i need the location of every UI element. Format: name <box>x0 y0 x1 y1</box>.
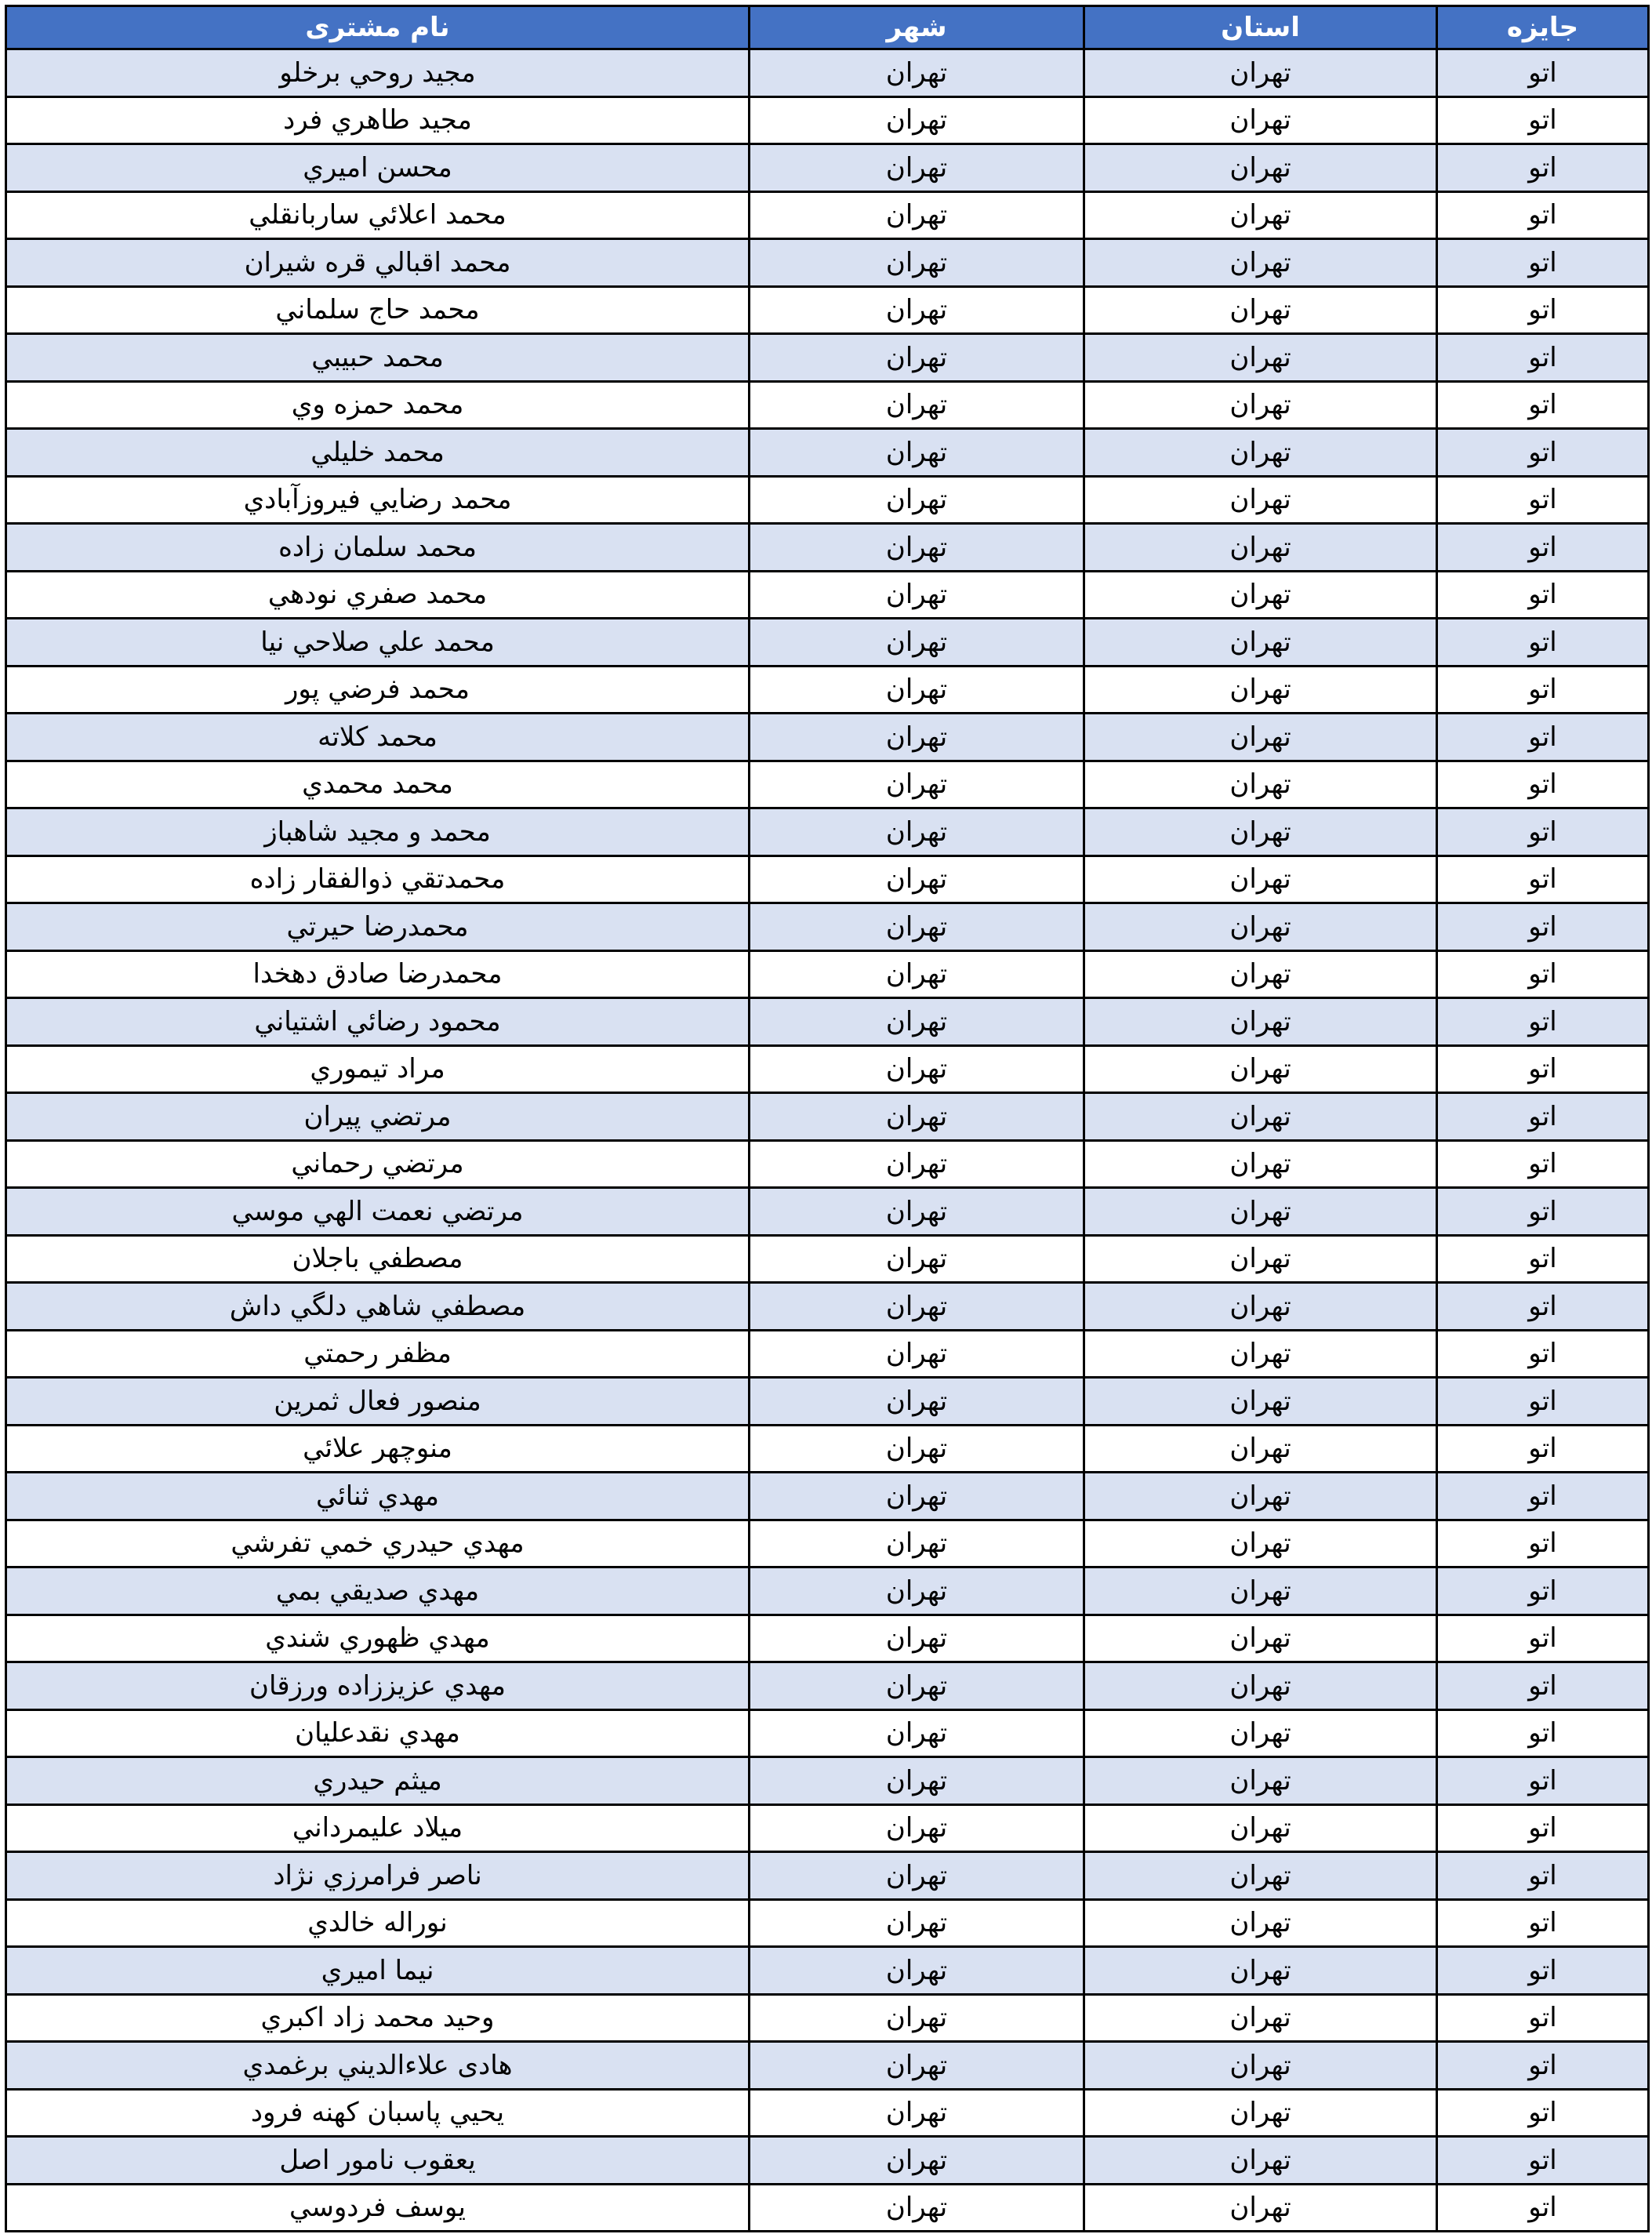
cell-prize[interactable]: اتو <box>1437 2042 1649 2090</box>
cell-province[interactable]: تهران <box>1084 1899 1437 1947</box>
cell-prize[interactable]: اتو <box>1437 1994 1649 2042</box>
cell-province[interactable]: تهران <box>1084 1709 1437 1757</box>
cell-customer-name[interactable]: مهدي ثنائي <box>6 1473 750 1520</box>
table-row <box>6 476 1649 524</box>
cell-customer-name[interactable]: نوراله خالدي <box>6 1899 750 1947</box>
table-row <box>6 1188 1649 1236</box>
table-row <box>6 1615 1649 1662</box>
cell-customer-name[interactable]: نيما اميري <box>6 1947 750 1995</box>
table-row <box>6 714 1649 761</box>
cell-city[interactable]: تهران <box>750 666 1084 714</box>
cell-customer-name[interactable]: محمود رضائي اشتياني <box>6 998 750 1046</box>
cell-customer-name[interactable]: يحيي پاسبان كهنه فرود <box>6 2089 750 2137</box>
cell-customer-name[interactable]: ميلاد عليمرداني <box>6 1804 750 1852</box>
table-body <box>6 49 1649 2232</box>
cell-province[interactable]: تهران <box>1084 1378 1437 1426</box>
table-row <box>6 619 1649 667</box>
cell-customer-name[interactable]: يعقوب نامور اصل <box>6 2137 750 2185</box>
cell-prize[interactable]: اتو <box>1437 1709 1649 1757</box>
table-row <box>6 1093 1649 1141</box>
cell-city[interactable]: تهران <box>750 619 1084 667</box>
cell-prize[interactable]: اتو <box>1437 619 1649 667</box>
cell-city[interactable]: تهران <box>750 2137 1084 2185</box>
cell-province[interactable]: تهران <box>1084 286 1437 334</box>
cell-province[interactable]: تهران <box>1084 666 1437 714</box>
table-row <box>6 1520 1649 1567</box>
cell-province[interactable]: تهران <box>1084 2137 1437 2185</box>
cell-customer-name[interactable]: محمد رضايي فيروزآبادي <box>6 476 750 524</box>
cell-province[interactable]: تهران <box>1084 1757 1437 1805</box>
cell-province[interactable]: تهران <box>1084 1235 1437 1283</box>
cell-city[interactable]: تهران <box>750 1140 1084 1188</box>
cell-customer-name[interactable]: محمد خليلي <box>6 429 750 477</box>
cell-prize[interactable]: اتو <box>1437 808 1649 856</box>
cell-city[interactable]: تهران <box>750 429 1084 477</box>
cell-province[interactable]: تهران <box>1084 144 1437 192</box>
table-row <box>6 1852 1649 1900</box>
cell-province[interactable]: تهران <box>1084 381 1437 429</box>
cell-customer-name[interactable]: هادی علاءالديني برغمدي <box>6 2042 750 2090</box>
cell-city[interactable]: تهران <box>750 808 1084 856</box>
cell-prize[interactable]: اتو <box>1437 1045 1649 1093</box>
cell-prize[interactable]: اتو <box>1437 855 1649 903</box>
cell-customer-name[interactable]: محمدرضا صادق دهخدا <box>6 950 750 998</box>
cell-province[interactable]: تهران <box>1084 429 1437 477</box>
table-row <box>6 1378 1649 1426</box>
table-row <box>6 1235 1649 1283</box>
cell-prize[interactable]: اتو <box>1437 1947 1649 1995</box>
header-province[interactable]: استان <box>1084 6 1437 49</box>
cell-prize[interactable]: اتو <box>1437 1235 1649 1283</box>
cell-prize[interactable]: اتو <box>1437 429 1649 477</box>
cell-city[interactable]: تهران <box>750 381 1084 429</box>
cell-city[interactable]: تهران <box>750 571 1084 619</box>
cell-customer-name[interactable]: منصور فعال ثمرين <box>6 1378 750 1426</box>
cell-prize[interactable]: اتو <box>1437 571 1649 619</box>
cell-customer-name[interactable]: محمد اعلائي ساربانقلي <box>6 191 750 239</box>
table-row <box>6 96 1649 144</box>
cell-customer-name[interactable]: ناصر فرامرزي نژاد <box>6 1852 750 1900</box>
cell-province[interactable]: تهران <box>1084 191 1437 239</box>
cell-customer-name[interactable]: مرتضي رحماني <box>6 1140 750 1188</box>
cell-city[interactable]: تهران <box>750 1283 1084 1331</box>
cell-customer-name[interactable]: منوچهر علائي <box>6 1425 750 1473</box>
cell-customer-name[interactable]: محمد علي صلاحي نيا <box>6 619 750 667</box>
cell-city[interactable]: تهران <box>750 1994 1084 2042</box>
cell-customer-name[interactable]: مصطفي باجلان <box>6 1235 750 1283</box>
cell-city[interactable]: تهران <box>750 1947 1084 1995</box>
cell-prize[interactable]: اتو <box>1437 1378 1649 1426</box>
cell-customer-name[interactable]: مرتضي نعمت الهي موسي <box>6 1188 750 1236</box>
cell-province[interactable]: تهران <box>1084 998 1437 1046</box>
cell-province[interactable]: تهران <box>1084 619 1437 667</box>
table-row <box>6 524 1649 572</box>
table-row <box>6 144 1649 192</box>
header-city[interactable]: شهر <box>750 6 1084 49</box>
table-row <box>6 1425 1649 1473</box>
cell-city[interactable]: تهران <box>750 1425 1084 1473</box>
table-row <box>6 239 1649 287</box>
cell-city[interactable]: تهران <box>750 1757 1084 1805</box>
cell-province[interactable]: تهران <box>1084 1283 1437 1331</box>
cell-prize[interactable]: اتو <box>1437 1757 1649 1805</box>
cell-customer-name[interactable]: مهدي نقدعليان <box>6 1709 750 1757</box>
table-row <box>6 1947 1649 1995</box>
table-row <box>6 1662 1649 1710</box>
spreadsheet-view <box>5 5 1647 2229</box>
table-row <box>6 855 1649 903</box>
cell-city[interactable]: تهران <box>750 950 1084 998</box>
cell-city[interactable]: تهران <box>750 1045 1084 1093</box>
cell-customer-name[interactable]: مصطفي شاهي دلگي داش <box>6 1283 750 1331</box>
cell-province[interactable]: تهران <box>1084 524 1437 572</box>
header-prize[interactable]: جایزه <box>1437 6 1649 49</box>
cell-province[interactable]: تهران <box>1084 96 1437 144</box>
table-header <box>6 6 1649 49</box>
cell-prize[interactable]: اتو <box>1437 1093 1649 1141</box>
cell-city[interactable]: تهران <box>750 1567 1084 1615</box>
cell-prize[interactable]: اتو <box>1437 1899 1649 1947</box>
cell-city[interactable]: تهران <box>750 144 1084 192</box>
cell-prize[interactable]: اتو <box>1437 2137 1649 2185</box>
cell-prize[interactable]: اتو <box>1437 1283 1649 1331</box>
cell-province[interactable]: تهران <box>1084 1330 1437 1378</box>
cell-city[interactable]: تهران <box>750 1330 1084 1378</box>
cell-customer-name[interactable]: مجيد طاهري فرد <box>6 96 750 144</box>
cell-customer-name[interactable]: مظفر رحمتي <box>6 1330 750 1378</box>
cell-province[interactable]: تهران <box>1084 1045 1437 1093</box>
table-row <box>6 429 1649 477</box>
cell-prize[interactable]: اتو <box>1437 761 1649 808</box>
cell-customer-name[interactable]: مهدي ظهوري شندي <box>6 1615 750 1662</box>
cell-customer-name[interactable]: محمدتقي ذوالفقار زاده <box>6 855 750 903</box>
cell-customer-name[interactable]: محسن اميري <box>6 144 750 192</box>
cell-province[interactable]: تهران <box>1084 1662 1437 1710</box>
cell-customer-name[interactable]: محمد و مجيد شاهباز <box>6 808 750 856</box>
cell-city[interactable]: تهران <box>750 1615 1084 1662</box>
cell-province[interactable]: تهران <box>1084 950 1437 998</box>
cell-province[interactable]: تهران <box>1084 1425 1437 1473</box>
table-row <box>6 2089 1649 2137</box>
cell-customer-name[interactable]: محمد حمزه وي <box>6 381 750 429</box>
cell-city[interactable]: تهران <box>750 761 1084 808</box>
cell-prize[interactable]: اتو <box>1437 666 1649 714</box>
cell-province[interactable]: تهران <box>1084 49 1437 97</box>
cell-city[interactable]: تهران <box>750 1852 1084 1900</box>
cell-province[interactable]: تهران <box>1084 239 1437 287</box>
table-row <box>6 1140 1649 1188</box>
cell-customer-name[interactable]: محمد حاج سلماني <box>6 286 750 334</box>
cell-city[interactable]: تهران <box>750 998 1084 1046</box>
cell-city[interactable]: تهران <box>750 2089 1084 2137</box>
cell-prize[interactable]: اتو <box>1437 2184 1649 2232</box>
cell-city[interactable]: تهران <box>750 1473 1084 1520</box>
header-customer-name[interactable]: نام مشتری <box>6 6 750 49</box>
cell-city[interactable]: تهران <box>750 855 1084 903</box>
header-row <box>6 6 1649 49</box>
cell-prize[interactable]: اتو <box>1437 239 1649 287</box>
cell-customer-name[interactable]: وحيد محمد زاد اكبري <box>6 1994 750 2042</box>
table-row <box>6 950 1649 998</box>
table-row <box>6 191 1649 239</box>
cell-city[interactable]: تهران <box>750 334 1084 382</box>
table-row <box>6 2184 1649 2232</box>
cell-prize[interactable]: اتو <box>1437 191 1649 239</box>
table-row <box>6 1567 1649 1615</box>
table-row <box>6 1757 1649 1805</box>
cell-prize[interactable]: اتو <box>1437 1140 1649 1188</box>
table-row <box>6 1709 1649 1757</box>
cell-prize[interactable]: اتو <box>1437 1567 1649 1615</box>
cell-city[interactable]: تهران <box>750 2042 1084 2090</box>
table-row <box>6 571 1649 619</box>
cell-city[interactable]: تهران <box>750 1378 1084 1426</box>
cell-city[interactable]: تهران <box>750 1709 1084 1757</box>
cell-prize[interactable]: اتو <box>1437 903 1649 951</box>
cell-city[interactable]: تهران <box>750 191 1084 239</box>
cell-prize[interactable]: اتو <box>1437 144 1649 192</box>
cell-prize[interactable]: اتو <box>1437 1425 1649 1473</box>
cell-prize[interactable]: اتو <box>1437 381 1649 429</box>
cell-city[interactable]: تهران <box>750 96 1084 144</box>
table-row <box>6 808 1649 856</box>
cell-customer-name[interactable]: يوسف فردوسي <box>6 2184 750 2232</box>
cell-prize[interactable]: اتو <box>1437 524 1649 572</box>
cell-province[interactable]: تهران <box>1084 1188 1437 1236</box>
cell-city[interactable]: تهران <box>750 1093 1084 1141</box>
table-row <box>6 998 1649 1046</box>
cell-customer-name[interactable]: محمدرضا حيرتي <box>6 903 750 951</box>
cell-prize[interactable]: اتو <box>1437 714 1649 761</box>
table-row <box>6 1330 1649 1378</box>
table-row <box>6 1804 1649 1852</box>
cell-province[interactable]: تهران <box>1084 1093 1437 1141</box>
table-row <box>6 1994 1649 2042</box>
cell-prize[interactable]: اتو <box>1437 49 1649 97</box>
cell-customer-name[interactable]: محمد صفري نودهي <box>6 571 750 619</box>
cell-province[interactable]: تهران <box>1084 855 1437 903</box>
cell-prize[interactable]: اتو <box>1437 1473 1649 1520</box>
cell-city[interactable]: تهران <box>750 1899 1084 1947</box>
cell-province[interactable]: تهران <box>1084 903 1437 951</box>
cell-province[interactable]: تهران <box>1084 761 1437 808</box>
cell-customer-name[interactable]: مجيد روحي برخلو <box>6 49 750 97</box>
cell-city[interactable]: تهران <box>750 286 1084 334</box>
table-row <box>6 761 1649 808</box>
cell-province[interactable]: تهران <box>1084 1615 1437 1662</box>
cell-city[interactable]: تهران <box>750 1804 1084 1852</box>
table-row <box>6 666 1649 714</box>
cell-customer-name[interactable]: مهدي حيدري خمي تفرشي <box>6 1520 750 1567</box>
cell-prize[interactable]: اتو <box>1437 1330 1649 1378</box>
cell-customer-name[interactable]: محمد فرضي پور <box>6 666 750 714</box>
cell-customer-name[interactable]: مهدي صديقي بمي <box>6 1567 750 1615</box>
cell-customer-name[interactable]: ميثم حيدري <box>6 1757 750 1805</box>
cell-customer-name[interactable]: محمد كلاته <box>6 714 750 761</box>
cell-customer-name[interactable]: مهدي عزيززاده ورزقان <box>6 1662 750 1710</box>
cell-customer-name[interactable]: محمد محمدي <box>6 761 750 808</box>
cell-province[interactable]: تهران <box>1084 571 1437 619</box>
cell-province[interactable]: تهران <box>1084 808 1437 856</box>
cell-province[interactable]: تهران <box>1084 1852 1437 1900</box>
table-row <box>6 1045 1649 1093</box>
cell-customer-name[interactable]: مرتضي پيران <box>6 1093 750 1141</box>
cell-city[interactable]: تهران <box>750 903 1084 951</box>
table-row <box>6 381 1649 429</box>
table-row <box>6 1473 1649 1520</box>
cell-customer-name[interactable]: محمد اقبالي قره شيران <box>6 239 750 287</box>
cell-city[interactable]: تهران <box>750 2184 1084 2232</box>
cell-province[interactable]: تهران <box>1084 1473 1437 1520</box>
cell-province[interactable]: تهران <box>1084 2184 1437 2232</box>
cell-prize[interactable]: اتو <box>1437 1520 1649 1567</box>
cell-customer-name[interactable]: محمد سلمان زاده <box>6 524 750 572</box>
cell-customer-name[interactable]: محمد حبيبي <box>6 334 750 382</box>
cell-city[interactable]: تهران <box>750 1520 1084 1567</box>
cell-prize[interactable]: اتو <box>1437 286 1649 334</box>
cell-city[interactable]: تهران <box>750 49 1084 97</box>
cell-customer-name[interactable]: مراد تيموري <box>6 1045 750 1093</box>
cell-prize[interactable]: اتو <box>1437 1662 1649 1710</box>
table-row <box>6 2137 1649 2185</box>
customer-prize-table <box>5 5 1650 2232</box>
cell-province[interactable]: تهران <box>1084 1520 1437 1567</box>
cell-prize[interactable]: اتو <box>1437 334 1649 382</box>
cell-city[interactable]: تهران <box>750 239 1084 287</box>
cell-province[interactable]: تهران <box>1084 1804 1437 1852</box>
cell-city[interactable]: تهران <box>750 1662 1084 1710</box>
cell-province[interactable]: تهران <box>1084 1994 1437 2042</box>
table-row <box>6 2042 1649 2090</box>
table-row <box>6 1283 1649 1331</box>
cell-province[interactable]: تهران <box>1084 334 1437 382</box>
cell-province[interactable]: تهران <box>1084 1140 1437 1188</box>
cell-prize[interactable]: اتو <box>1437 2089 1649 2137</box>
table-row <box>6 286 1649 334</box>
cell-prize[interactable]: اتو <box>1437 950 1649 998</box>
cell-province[interactable]: تهران <box>1084 2089 1437 2137</box>
cell-prize[interactable]: اتو <box>1437 1188 1649 1236</box>
cell-prize[interactable]: اتو <box>1437 96 1649 144</box>
cell-prize[interactable]: اتو <box>1437 1615 1649 1662</box>
cell-city[interactable]: تهران <box>750 524 1084 572</box>
cell-province[interactable]: تهران <box>1084 476 1437 524</box>
cell-prize[interactable]: اتو <box>1437 998 1649 1046</box>
cell-city[interactable]: تهران <box>750 714 1084 761</box>
cell-province[interactable]: تهران <box>1084 1567 1437 1615</box>
cell-province[interactable]: تهران <box>1084 2042 1437 2090</box>
cell-province[interactable]: تهران <box>1084 1947 1437 1995</box>
cell-prize[interactable]: اتو <box>1437 1852 1649 1900</box>
cell-city[interactable]: تهران <box>750 1188 1084 1236</box>
table-row <box>6 49 1649 97</box>
cell-city[interactable]: تهران <box>750 476 1084 524</box>
cell-province[interactable]: تهران <box>1084 714 1437 761</box>
cell-prize[interactable]: اتو <box>1437 1804 1649 1852</box>
table-row <box>6 334 1649 382</box>
cell-prize[interactable]: اتو <box>1437 476 1649 524</box>
table-row <box>6 903 1649 951</box>
table-row <box>6 1899 1649 1947</box>
cell-city[interactable]: تهران <box>750 1235 1084 1283</box>
